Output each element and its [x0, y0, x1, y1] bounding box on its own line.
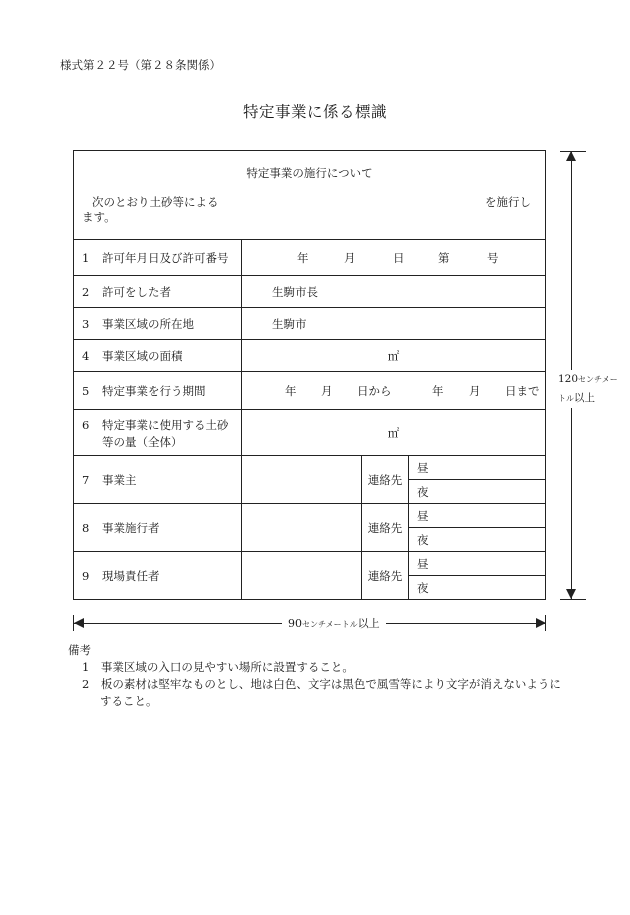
height-suffix: 以上: [574, 392, 595, 404]
note-item: [68, 659, 568, 676]
arrow-left-icon: [74, 618, 84, 628]
sign-heading: 特定事業の施行について: [246, 166, 373, 180]
intro-text: 次のとおり土砂等による: [92, 195, 219, 209]
row-label-text: [102, 417, 229, 451]
permitter-value: 生駒市長: [242, 276, 546, 308]
notes-heading: 備考: [68, 643, 91, 657]
execute-text: を施行し: [485, 195, 531, 209]
width-number: 90: [288, 617, 302, 630]
soil-volume-unit: ㎡: [242, 410, 546, 456]
row-number: 1: [82, 250, 90, 265]
permit-date-field: [242, 240, 546, 276]
dai-label: 第: [438, 251, 450, 265]
row-label-location: [74, 308, 242, 340]
note-number: 1: [82, 660, 90, 674]
row-label-soil-volume: [74, 410, 242, 456]
row-label-period: [74, 372, 242, 410]
row-number: 7: [82, 472, 90, 487]
row-label-permit-date: [74, 240, 242, 276]
label-line-1: 特定事業に使用する土砂: [102, 417, 229, 432]
row-label-site-manager: [74, 552, 242, 600]
row-label-permitter: [74, 276, 242, 308]
arrow-down-icon: [566, 589, 576, 599]
row-label-owner: [74, 456, 242, 504]
height-dimension-label: [558, 370, 628, 408]
location-value: 生駒市: [242, 308, 546, 340]
site-manager-contact-label: 連絡先: [362, 552, 409, 600]
row-number: 9: [82, 568, 90, 583]
row-number: 3: [82, 316, 90, 331]
owner-name-field: [242, 456, 362, 504]
contractor-contact-label: 連絡先: [362, 504, 409, 552]
label-line-2: 等の量（全体）: [102, 434, 183, 449]
arrow-right-icon: [536, 618, 546, 628]
row-label-text: 事業区域の所在地: [102, 316, 194, 331]
height-number: 120: [558, 373, 579, 385]
row-label-text: 事業主: [102, 472, 137, 487]
sign-table: [73, 150, 546, 600]
start-year-label: 年: [285, 384, 297, 398]
note-text: 事業区域の入口の見やすい場所に設置すること。: [100, 660, 354, 674]
row-number: 2: [82, 284, 90, 299]
form-number: 様式第２２号（第２８条関係）: [60, 58, 221, 72]
row-label-text: 事業区域の面積: [102, 348, 183, 363]
site-manager-day-contact: 昼: [409, 552, 546, 576]
row-label-text: 許可年月日及び許可番号: [102, 250, 229, 265]
end-day-label: 日まで: [505, 384, 540, 398]
site-manager-night-contact: 夜: [409, 576, 546, 600]
owner-contact-label: 連絡先: [362, 456, 409, 504]
period-field: [242, 372, 546, 410]
width-suffix: 以上: [357, 617, 380, 630]
contractor-night-contact: 夜: [409, 528, 546, 552]
row-number: 5: [82, 383, 90, 398]
row-number: 8: [82, 520, 90, 535]
page-title: 特定事業に係る標識: [242, 103, 387, 121]
height-unit-cont: トル: [558, 394, 574, 403]
site-manager-name-field: [242, 552, 362, 600]
arrow-up-icon: [566, 151, 576, 161]
owner-day-contact: 昼: [409, 456, 546, 480]
note-number: 2: [82, 677, 90, 691]
width-unit: センチメートル: [302, 620, 358, 629]
soil-volume-label: [82, 411, 241, 455]
row-label-contractor: [74, 504, 242, 552]
area-unit: ㎡: [242, 340, 546, 372]
start-month-label: 月: [321, 384, 333, 398]
contractor-day-contact: 昼: [409, 504, 546, 528]
row-label-text: 特定事業を行う期間: [102, 383, 206, 398]
month-label: 月: [344, 251, 356, 265]
note-item: [68, 676, 568, 710]
day-label: 日: [393, 251, 405, 265]
note-text: 板の素材は堅牢なものとし、地は白色、文字は黒色で風雪等により文字が消えないようにすること。: [100, 677, 561, 708]
sign-header: [74, 151, 546, 240]
height-tick-bottom: [560, 599, 586, 600]
year-label: 年: [297, 251, 309, 265]
contractor-name-field: [242, 504, 362, 552]
row-number: 6: [82, 417, 90, 432]
row-label-text: 現場責任者: [102, 568, 160, 583]
row-label-text: 事業施行者: [102, 520, 160, 535]
height-unit: センチメー: [578, 375, 618, 384]
owner-night-contact: 夜: [409, 480, 546, 504]
width-dimension-label: [282, 615, 386, 631]
row-label-text: 許可をした者: [102, 284, 171, 299]
notes-section: [68, 642, 568, 710]
row-label-area: [74, 340, 242, 372]
go-label: 号: [487, 251, 499, 265]
masu-text: ます。: [82, 210, 116, 224]
row-number: 4: [82, 348, 90, 363]
start-day-label: 日から: [357, 384, 392, 398]
end-month-label: 月: [469, 384, 481, 398]
end-year-label: 年: [432, 384, 444, 398]
